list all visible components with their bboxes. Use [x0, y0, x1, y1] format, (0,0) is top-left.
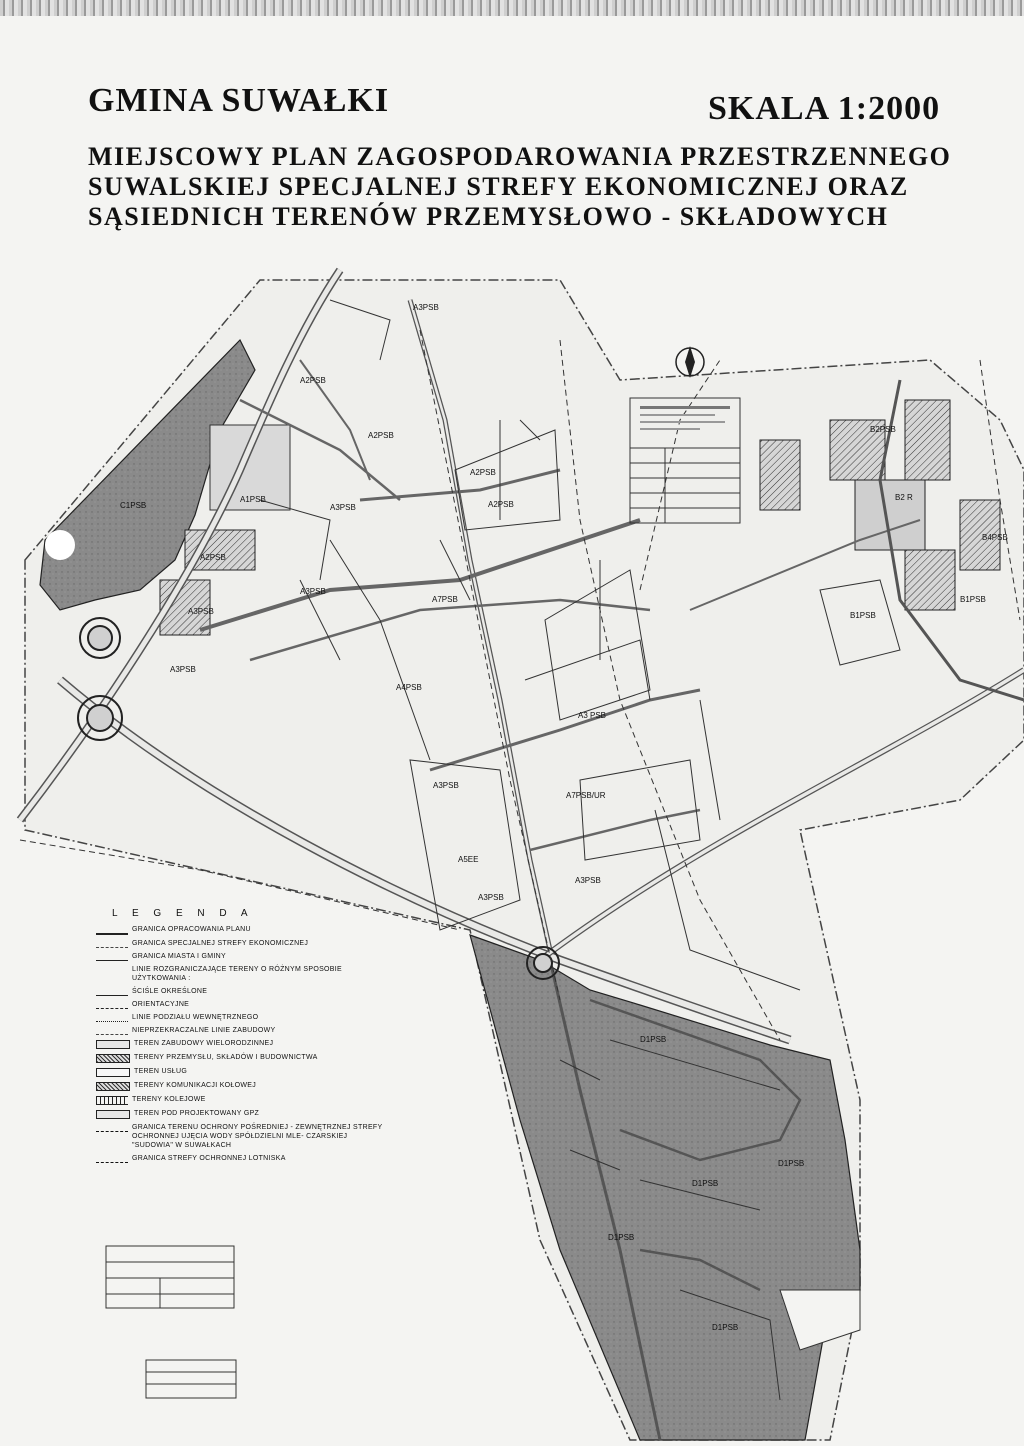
legend-item — [96, 987, 386, 996]
legend-item — [96, 1026, 386, 1035]
legend-label: GRANICA OPRACOWANIA PLANU — [132, 926, 251, 933]
zone-label: A3PSB — [575, 876, 601, 885]
zone-label: A7PSB/UR — [566, 791, 606, 800]
legend-label: TERENY PRZEMYSŁU, SKŁADÓW I BUDOWNICTWA — [134, 1054, 318, 1061]
legend-item — [96, 952, 386, 961]
zone-label: A3PSB — [478, 893, 504, 902]
zone-label: A2PSB — [300, 376, 326, 385]
legend-label: TEREN POD PROJEKTOWANY GPZ — [134, 1110, 260, 1117]
zone-label: D1PSB — [712, 1323, 739, 1332]
legend-item — [96, 1123, 386, 1150]
legend-item — [96, 1081, 386, 1091]
zone-label: A2PSB — [488, 500, 514, 509]
legend-label: NIEPRZEKRACZALNE LINIE ZABUDOWY — [132, 1027, 276, 1034]
legend-symbol — [96, 1040, 130, 1049]
zone-label: A2PSB — [200, 553, 226, 562]
legend-symbol — [96, 1124, 128, 1132]
zone-label: A2PSB — [470, 468, 496, 477]
legend-title: L E G E N D A — [112, 908, 254, 919]
legend-label: LINIE PODZIAŁU WEWNĘTRZNEGO — [132, 1014, 259, 1021]
legend-item — [96, 1109, 386, 1119]
legend-symbol — [96, 1155, 128, 1163]
legend-symbol — [96, 1082, 130, 1091]
zone-label: A3PSB — [188, 607, 214, 616]
legend-label: TERENY KOLEJOWE — [132, 1096, 206, 1103]
legend-symbol — [96, 926, 128, 935]
zone-label: B1PSB — [960, 595, 986, 604]
legend-symbol — [96, 1027, 128, 1035]
legend-item — [96, 1067, 386, 1077]
zone-label: A2PSB — [368, 431, 394, 440]
legend-label: GRANICA MIASTA I GMINY — [132, 953, 226, 960]
zone-label: A4PSB — [396, 683, 422, 692]
plan-title-line-2: SUWALSKIEJ SPECJALNEJ STREFY EKONOMICZNEJ ORAZ — [88, 172, 909, 201]
zone-label: D1PSB — [608, 1233, 635, 1242]
zone-label: A3PSB — [433, 781, 459, 790]
legend-item — [96, 1053, 386, 1063]
white-mark — [45, 530, 75, 560]
zone-label: D1PSB — [778, 1159, 805, 1168]
legend-item — [96, 939, 386, 948]
legend-symbol — [96, 1068, 130, 1077]
title-block — [106, 1246, 236, 1398]
legend-symbol — [96, 1014, 128, 1022]
zone-label: B2 R — [895, 493, 913, 502]
zone-label: A3PSB — [170, 665, 196, 674]
legend-label: TEREN ZABUDOWY WIELORODZINNEJ — [134, 1040, 274, 1047]
municipality-title: GMINA SUWAŁKI — [88, 82, 390, 119]
legend-item — [96, 965, 386, 983]
legend-item — [96, 925, 386, 935]
legend-label: ŚCIŚLE OKREŚLONE — [132, 988, 208, 995]
legend-item — [96, 1000, 386, 1009]
legend-symbol — [96, 966, 128, 973]
zone-label: B1PSB — [850, 611, 876, 620]
zone-label: D1PSB — [640, 1035, 667, 1044]
zone-label: C1PSB — [120, 501, 147, 510]
plan-title-line-1: MIEJSCOWY PLAN ZAGOSPODAROWANIA PRZESTRZENNEGO — [88, 142, 952, 171]
legend-symbol — [96, 1001, 128, 1009]
zone-label: A3PSB — [300, 587, 326, 596]
legend-symbol — [96, 953, 128, 961]
legend-symbol — [96, 1110, 130, 1119]
legend-item — [96, 1095, 386, 1105]
legend-label: TEREN USŁUG — [134, 1068, 188, 1075]
zone-label: A3PSB — [330, 503, 356, 512]
legend-item — [96, 1154, 386, 1163]
legend-list — [96, 925, 386, 1163]
zone-label: A1PSB — [240, 495, 266, 504]
zone-label: A5EE — [458, 855, 479, 864]
legend-symbol — [96, 1054, 130, 1063]
legend-label: GRANICA TERENU OCHRONY POŚREDNIEJ - ZEWNĘTRZNEJ STREFY OCHRONNEJ UJĘCIA WODY SPÓŁDZIELNI MLE- CZARSKIEJ "SUDOWIA" W SUWAŁKACH — [132, 1124, 383, 1149]
scale-label: SKALA 1:2000 — [708, 90, 941, 127]
legend-symbol — [96, 988, 128, 996]
legend-item — [96, 1039, 386, 1049]
zoning-map — [0, 260, 1024, 1446]
legend-label: ORIENTACYJNE — [132, 1001, 190, 1008]
zone-label: A7PSB — [432, 595, 458, 604]
legend-item — [96, 1013, 386, 1022]
zone-label: D1PSB — [692, 1179, 719, 1188]
legend-symbol — [96, 940, 128, 948]
zone-label: B4PSB — [982, 533, 1008, 542]
legend-symbol — [96, 1096, 128, 1105]
zone-label: B2PSB — [870, 425, 896, 434]
legend-label: TERENY KOMUNIKACJI KOŁOWEJ — [134, 1082, 257, 1089]
zone-label: A3PSB — [413, 303, 439, 312]
plan-title-line-3: SĄSIEDNICH TERENÓW PRZEMYSŁOWO - SKŁADOWYCH — [88, 202, 889, 231]
legend-label: LINIE ROZGRANICZAJĄCE TERENY O RÓŻNYM SPOSOBIE UŻYTKOWANIA : — [132, 966, 342, 982]
zone-label: A3 PSB — [578, 711, 607, 720]
legend-label: GRANICA STREFY OCHRONNEJ LOTNISKA — [132, 1155, 286, 1162]
legend — [96, 908, 386, 1167]
map-header — [0, 0, 1024, 260]
legend-label: GRANICA SPECJALNEJ STREFY EKONOMICZNEJ — [132, 940, 309, 947]
